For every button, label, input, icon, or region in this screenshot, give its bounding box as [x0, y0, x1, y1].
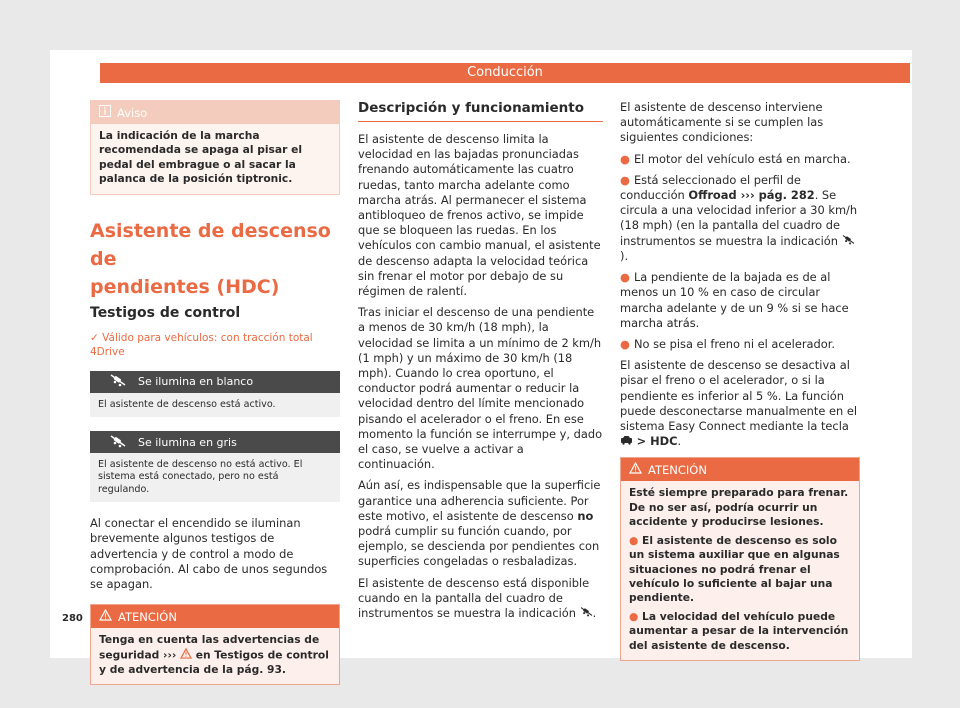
conditions-list	[620, 152, 860, 353]
lamp-gray-header	[90, 431, 340, 453]
section-subtitle: Testigos de control	[90, 304, 241, 321]
hill-descent-icon	[110, 373, 126, 390]
warning-box-2	[620, 457, 860, 660]
warning-text-1a: Tenga en cuenta las advertencias de seguridad ›››	[99, 633, 320, 662]
warning-triangle-icon	[180, 648, 192, 663]
notice-box	[90, 100, 340, 195]
description-p4: El asistente de descenso está disponible cuando en la pantalla del cuadro de instrumentos se muestra la indicación .	[358, 575, 597, 621]
description-p3-b: podrá cumplir su función cuando, por ejemplo, se descienda por pendientes con superficies congeladas o resbaladizas.	[358, 524, 600, 569]
deactivation-paragraph: El asistente de descenso se desactiva al pisar el freno o el acelerador, o si la pendiente es inferior al 5 %. La función puede desconectarse manualmente en el sistema Easy Connect mediante la tecla > HDC.	[620, 358, 858, 449]
warning-label-2: ATENCIÓN	[648, 462, 707, 477]
warning-text-2	[621, 481, 859, 659]
check-icon: ✓	[90, 331, 99, 344]
warning-triangle-icon	[629, 462, 642, 477]
description-p3-a: Aún así, es indispensable que la superficie garantice una adherencia suficiente. Por este motivo, el asistente de descenso	[358, 478, 601, 523]
list-item-text: . Se circula a una velocidad inferior a 30 km/h (18 mph) (en la pantalla del cuadro de instrumentos se muestra la indicación	[620, 188, 858, 248]
notice-text: La indicación de la marcha recomendada se apaga al pisar el pedal del embrague o al sacar la palanca de la posición tiptronic.	[99, 129, 303, 186]
chapter-header: Conducción	[100, 63, 910, 83]
car-key-icon	[620, 434, 633, 449]
hdc-key-path: > HDC	[636, 434, 678, 449]
lamp-gray-label: Se ilumina en gris	[138, 435, 237, 449]
lamp-white-header	[90, 371, 340, 393]
list-item: ● No se pisa el freno ni el acelerador.	[620, 336, 835, 351]
warning-item: ● El asistente de descenso es solo un sistema auxiliar que en algunas situaciones no podrá frenar el vehículo lo suficiente al bajar una pendiente.	[629, 533, 840, 605]
warning-lead: Esté siempre preparado para frenar. De no ser así, podría ocurrir un accidente y producirse lesiones.	[629, 486, 849, 529]
section-title	[90, 217, 340, 301]
warning-item-text: La velocidad del vehículo puede aumentar a pesar de la intervención del asistente de descenso.	[629, 609, 849, 652]
warning-text-1	[91, 628, 339, 684]
description-p4-text: El asistente de descenso está disponible cuando en la pantalla del cuadro de instrumentos se muestra la indicación	[358, 575, 590, 621]
lamp-white	[90, 371, 340, 417]
warning-header-1	[91, 605, 339, 628]
list-item-text: No se pisa el freno ni el acelerador.	[633, 336, 835, 351]
hill-descent-icon	[110, 434, 126, 451]
conditions-intro: El asistente de descenso interviene automáticamente si se cumplen las siguientes condiciones:	[620, 100, 824, 145]
document-page	[50, 50, 912, 677]
warning-header-2	[621, 458, 859, 481]
notice-label: Aviso	[117, 105, 148, 120]
section-title-line1: Asistente de descenso de	[90, 219, 331, 270]
list-item-text: La pendiente de la bajada es de al menos un 10 % en caso de circular marcha adelante y de un 9 % si se hace marcha atrás.	[620, 270, 849, 330]
column-left	[90, 100, 340, 685]
warning-box-1	[90, 604, 340, 685]
warning-label-1: ATENCIÓN	[118, 609, 177, 624]
column-middle	[358, 100, 603, 627]
lamp-white-text: El asistente de descenso está activo.	[98, 398, 276, 410]
description-p3-bold: no	[577, 508, 594, 523]
deactivation-text: El asistente de descenso se desactiva al pisar el freno o el acelerador, o si la pendiente es inferior al 5 %. La función puede desconectarse manualmente en el sistema Easy Connect mediante la tecla	[620, 358, 858, 433]
list-item: ● El motor del vehículo está en marcha.	[620, 151, 851, 166]
description-p3	[358, 478, 603, 569]
section-title-line2: pendientes (HDC)	[90, 275, 280, 298]
validity-note	[90, 331, 340, 359]
list-item: ● La pendiente de la bajada es de al menos un 10 % en caso de circular marcha adelante y de un 9 % si se hace marcha atrás.	[620, 270, 849, 330]
validity-text: Válido para vehículos: con tracción total 4Drive	[90, 331, 313, 358]
hill-descent-icon	[580, 606, 593, 621]
list-item: ● Está seleccionado el perfil de conducción Offroad ››› pág. 282. Se circula a una velocidad inferior a 30 km/h (18 mph) (en la pantalla del cuadro de instrumentos se muestra la indicación ).	[620, 172, 858, 263]
ignition-paragraph: Al conectar el encendido se iluminan brevemente algunos testigos de advertencia y de control a modo de comprobación. Al cabo de unos segundos se apagan.	[90, 516, 328, 592]
list-item-text: El motor del vehículo está en marcha.	[633, 151, 851, 166]
lamp-white-label: Se ilumina en blanco	[138, 375, 254, 389]
warning-triangle-icon	[99, 609, 112, 624]
lamp-gray-text: El asistente de descenso no está activo. El sistema está conectado, pero no está regulando.	[98, 459, 303, 495]
info-icon	[99, 105, 111, 120]
warning-item: ● La velocidad del vehículo puede aumentar a pesar de la intervención del asistente de descenso.	[629, 609, 849, 652]
description-heading: Descripción y funcionamiento	[358, 100, 603, 122]
description-p2: Tras iniciar el descenso de una pendiente a menos de 30 km/h (18 mph), la velocidad se limita a un mínimo de 2 km/h (1 mph) y un máximo de 30 km/h (18 mph). Cuando lo crea oportuno, el conductor podrá aumentar o reducir la velocidad dentro del límite mencionado pisando el acelerador o el freno. En ese momento la función se interrumpe y, dado el caso, se vuelve a activar a continuación.	[358, 305, 603, 472]
list-item-text: Está seleccionado el perfil de conducción	[620, 172, 801, 203]
description-p1: El asistente de descenso limita la velocidad en las bajadas pronunciadas frenando automáticamente las cuatro ruedas, tanto marcha adelante como marcha atrás. Al permanecer el sistema antibloqueo de frenos activo, se impide que se bloqueen las ruedas. En los vehículos con cambio manual, el asistente de descenso adapta la velocidad teórica sin frenar el motor por debajo de su régimen de ralentí.	[358, 132, 601, 299]
page-number: 280	[62, 613, 83, 624]
warning-text-1b[interactable]: en Testigos de control y de advertencia de la pág. 93.	[99, 648, 329, 677]
offroad-link[interactable]: Offroad ››› pág. 282	[688, 188, 815, 203]
hill-descent-icon	[842, 234, 855, 249]
warning-item-text: El asistente de descenso es solo un sistema auxiliar que en algunas situaciones no podrá frenar el vehículo lo suficiente al bajar una pendiente.	[629, 533, 840, 605]
notice-header	[91, 101, 339, 124]
lamp-gray	[90, 431, 340, 502]
column-right	[620, 100, 860, 661]
